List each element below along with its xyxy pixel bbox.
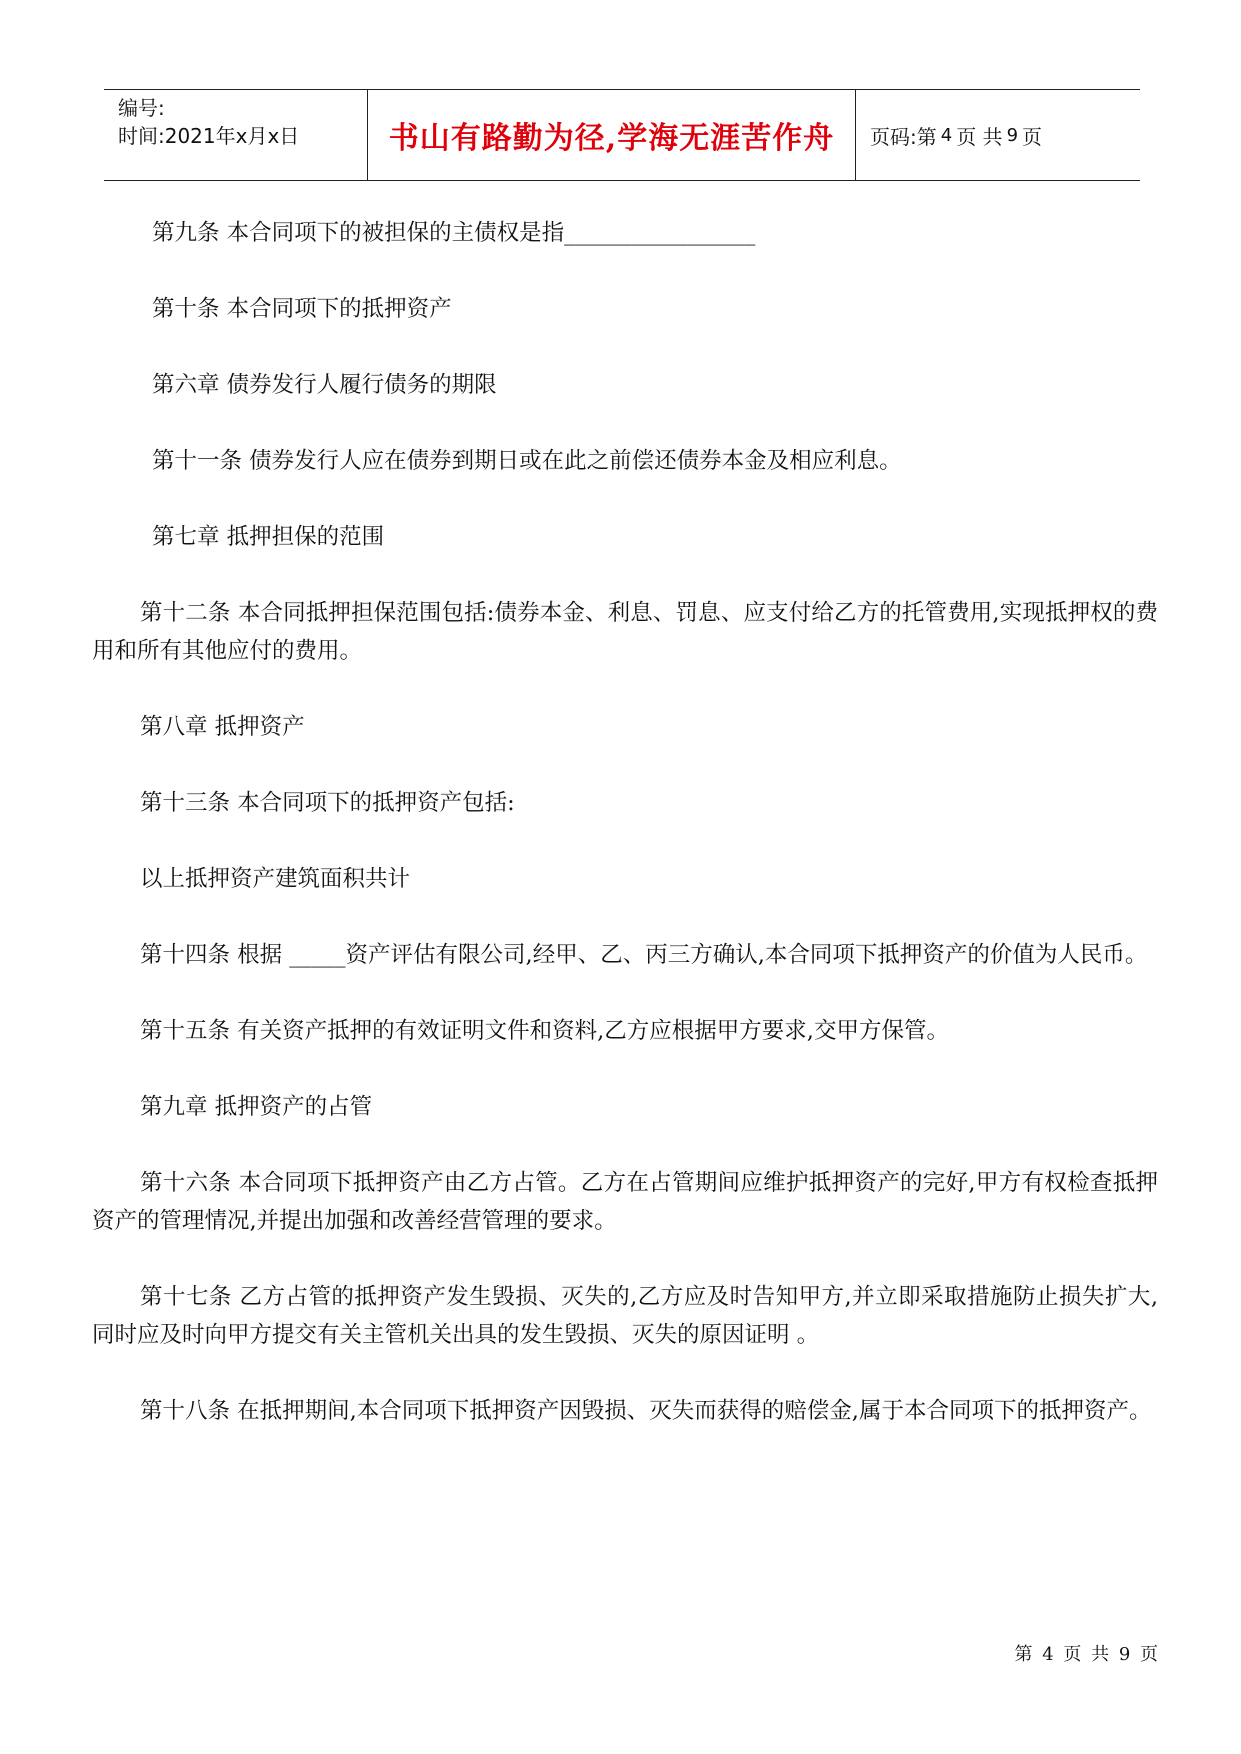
page-current: 4 [940, 124, 953, 146]
article-15: 第十五条 有关资产抵押的有效证明文件和资料,乙方应根据甲方要求,交甲方保管。 [140, 1018, 949, 1044]
article-16: 第十六条 本合同项下抵押资产由乙方占管。乙方在占管期间应维护抵押资产的完好,甲方有权检查抵押资产的管理情况,并提出加强和改善经营管理的要求。 [92, 1170, 1158, 1234]
article-13: 第十三条 本合同项下的抵押资产包括: [140, 790, 515, 816]
article-18: 第十八条 在抵押期间,本合同项下抵押资产因毁损、灭失而获得的赔偿金,属于本合同项下的抵押资产。 [140, 1398, 1152, 1424]
header-meta [104, 90, 368, 180]
document-body [92, 214, 1158, 1468]
page-prefix: 页码:第 [870, 124, 937, 149]
page-total: 9 [1006, 124, 1019, 146]
article-11: 第十一条 债券发行人应在债券到期日或在此之前偿还债券本金及相应利息。 [152, 448, 902, 474]
chapter-9-heading: 第九章 抵押资产的占管 [140, 1094, 373, 1120]
article-12: 第十二条 本合同抵押担保范围包括:债券本金、利息、罚息、应支付给乙方的托管费用,实现抵押权的费用和所有其他应付的费用。 [92, 600, 1158, 664]
header-page-number [856, 90, 1140, 180]
article-10: 第十条 本合同项下的抵押资产 [152, 296, 452, 322]
page-mid: 页 共 [956, 124, 1003, 149]
page-suffix: 页 [1022, 124, 1043, 149]
area-total-line: 以上抵押资产建筑面积共计 [140, 866, 411, 892]
chapter-6-heading: 第六章 债券发行人履行债务的期限 [152, 372, 497, 398]
chapter-7-heading: 第七章 抵押担保的范围 [152, 524, 385, 550]
page-footer: 第 4 页 共 9 页 [1014, 1644, 1160, 1665]
chapter-8-heading: 第八章 抵押资产 [140, 714, 305, 740]
article-14: 第十四条 根据 _____资产评估有限公司,经甲、乙、丙三方确认,本合同项下抵押资产的价值为人民币。 [140, 942, 1148, 968]
document-number: 编号: [118, 96, 165, 120]
header-motto: 书山有路勤为径,学海无涯苦作舟 [368, 90, 856, 180]
page-header [104, 89, 1140, 181]
document-time: 时间:2021年x月x日 [118, 124, 300, 148]
article-9: 第九条 本合同项下的被担保的主债权是指_________________ [152, 220, 756, 246]
article-17: 第十七条 乙方占管的抵押资产发生毁损、灭失的,乙方应及时告知甲方,并立即采取措施防止损失扩大,同时应及时向甲方提交有关主管机关出具的发生毁损、灭失的原因证明 。 [92, 1284, 1158, 1348]
